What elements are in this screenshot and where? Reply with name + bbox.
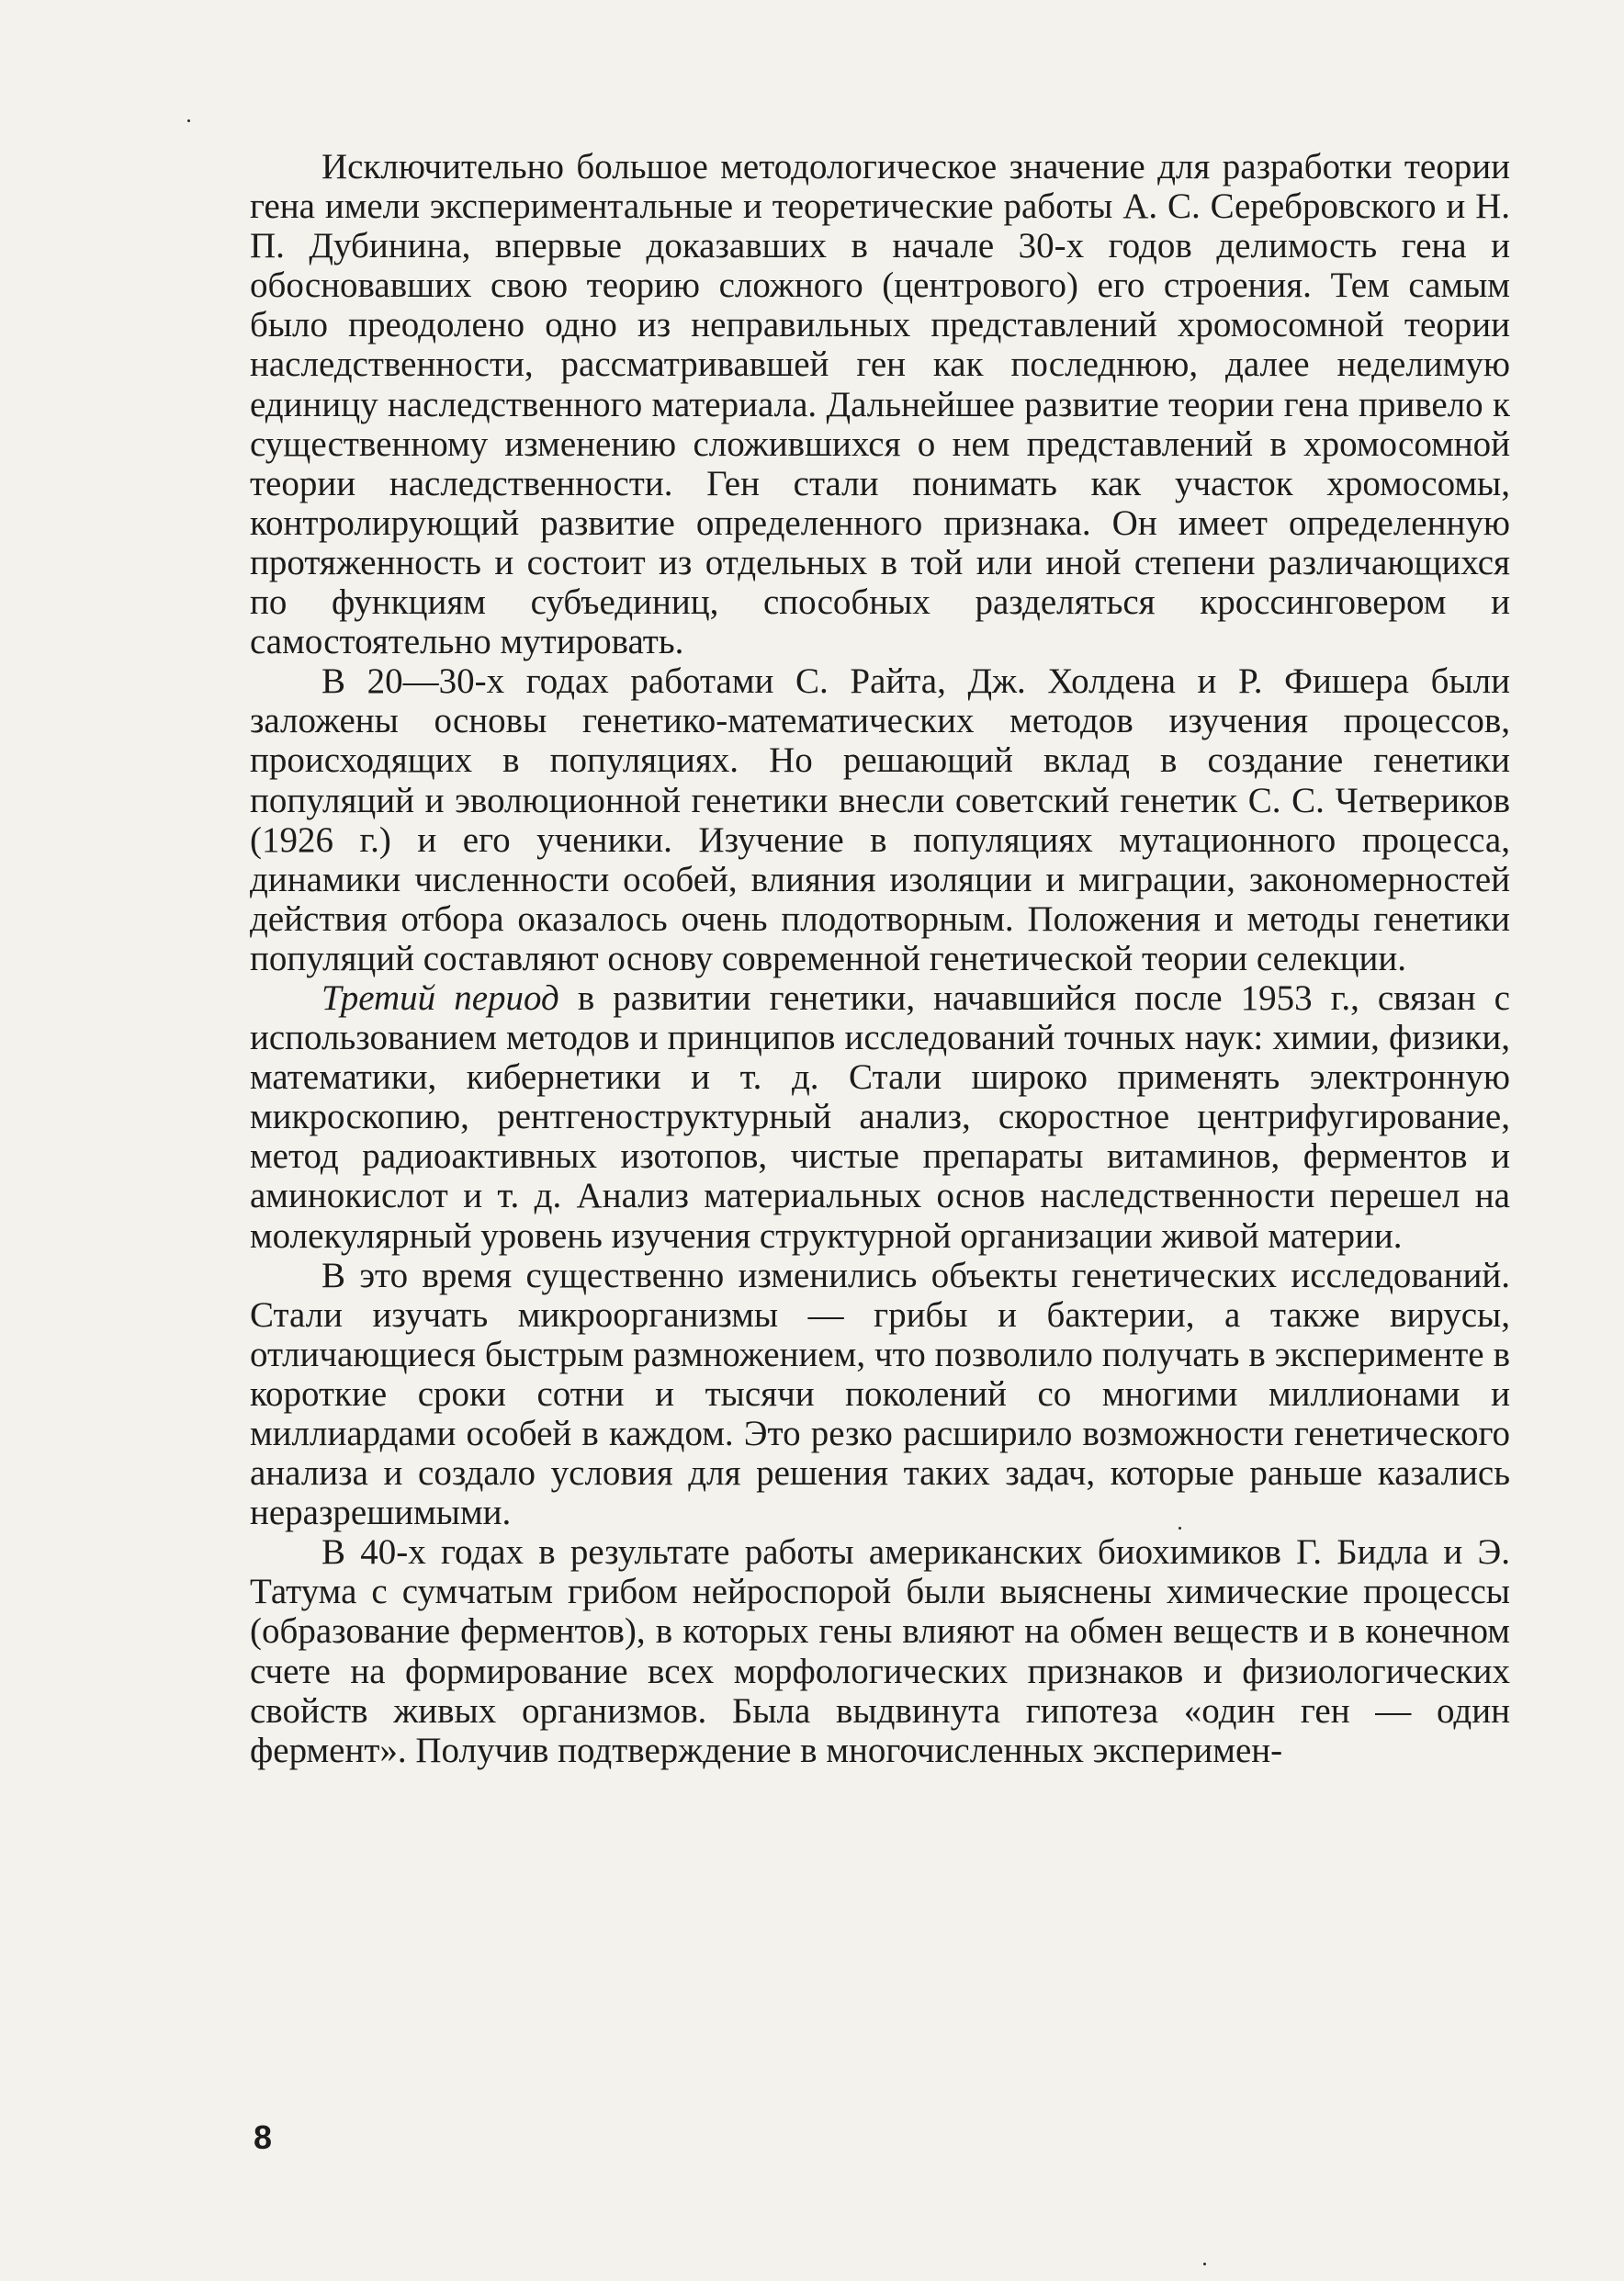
paragraph-4: [250, 1256, 1510, 1533]
paragraph-3-text: в развитии генетики, начавшийся после 1953 г., связан с использованием методов и принципов исследований точных наук: химии, физики, математики, кибернетики и т. д. Стали широко применять электронную микроскопию, рентгеноструктурный анализ, скоростное центрифугирование, метод радиоактивных изотопов, чистые препараты витаминов, ферментов и аминокислот и т. д. Анализ материальных основ наследственности перешел на молекулярный уровень изучения структурной организации живой материи.: [250, 977, 1510, 1256]
paragraph-3-lead: Третий период: [321, 977, 559, 1018]
paragraph-3: [250, 978, 1510, 1256]
paragraph-5: [250, 1532, 1510, 1770]
scan-speck: [1203, 2263, 1206, 2265]
paragraph-2-text: В 20—30-х годах работами С. Райта, Дж. Холдена и Р. Фишера были заложены основы генетико-математических методов изучения процессов, происходящих в популяциях. Но решающий вклад в создание генетики популяций и эволюционной генетики внесли советский генетик С. С. Четвериков (1926 г.) и его ученики. Изучение в популяциях мутационного процесса, динамики численности особей, влияния изоляции и миграции, закономерностей действия отбора оказалось очень плодотворным. Положения и методы генетики популяций составляют основу современной генетической теории селекции.: [250, 661, 1510, 978]
scan-speck: [1179, 1527, 1181, 1530]
paragraph-5-text: В 40-х годах в результате работы американских биохимиков Г. Бидла и Э. Татума с сумчатым грибом нейроспорой были выяснены химические процессы (образование ферментов), в которых гены влияют на обмен веществ и в конечном счете на формирование всех морфологических признаков и физиологических свойств живых организмов. Была выдвинута гипотеза «один ген — один фермент». Получив подтверждение в многочисленных эксперимен-: [250, 1532, 1510, 1770]
paragraph-1: [250, 147, 1510, 661]
paragraph-2: [250, 661, 1510, 978]
body-text: [250, 147, 1510, 1770]
scan-speck: [187, 119, 190, 122]
paragraph-4-text: В это время существенно изменились объекты генетических исследований. Стали изучать микроорганизмы — грибы и бактерии, а также вирусы, отличающиеся быстрым размножением, что позволило получать в эксперименте в короткие сроки сотни и тысячи поколений со многими миллионами и миллиардами особей в каждом. Это резко расширило возможности генетического анализа и создало условия для решения таких задач, которые раньше казались неразрешимыми.: [250, 1255, 1510, 1533]
page-number: 8: [254, 2118, 273, 2156]
paragraph-1-text: Исключительно большое методологическое значение для разработки теории гена имели экспериментальные и теоретические работы А. С. Серебровского и Н. П. Дубинина, впервые доказавших в начале 30-х годов делимость гена и обосновавших свою теорию сложного (центрового) его строения. Тем самым было преодолено одно из неправильных представлений хромосомной теории наследственности, рассматривавшей ген как последнюю, далее неделимую единицу наследственного материала. Дальнейшее развитие теории гена привело к существенному изменению сложившихся о нем представлений в хромосомной теории наследственности. Ген стали понимать как участок хромосомы, контролирующий развитие определенного признака. Он имеет определенную протяженность и состоит из отдельных в той или иной степени различающихся по функциям субъединиц, способных разделяться кроссинговером и самостоятельно мутировать.: [250, 147, 1510, 662]
